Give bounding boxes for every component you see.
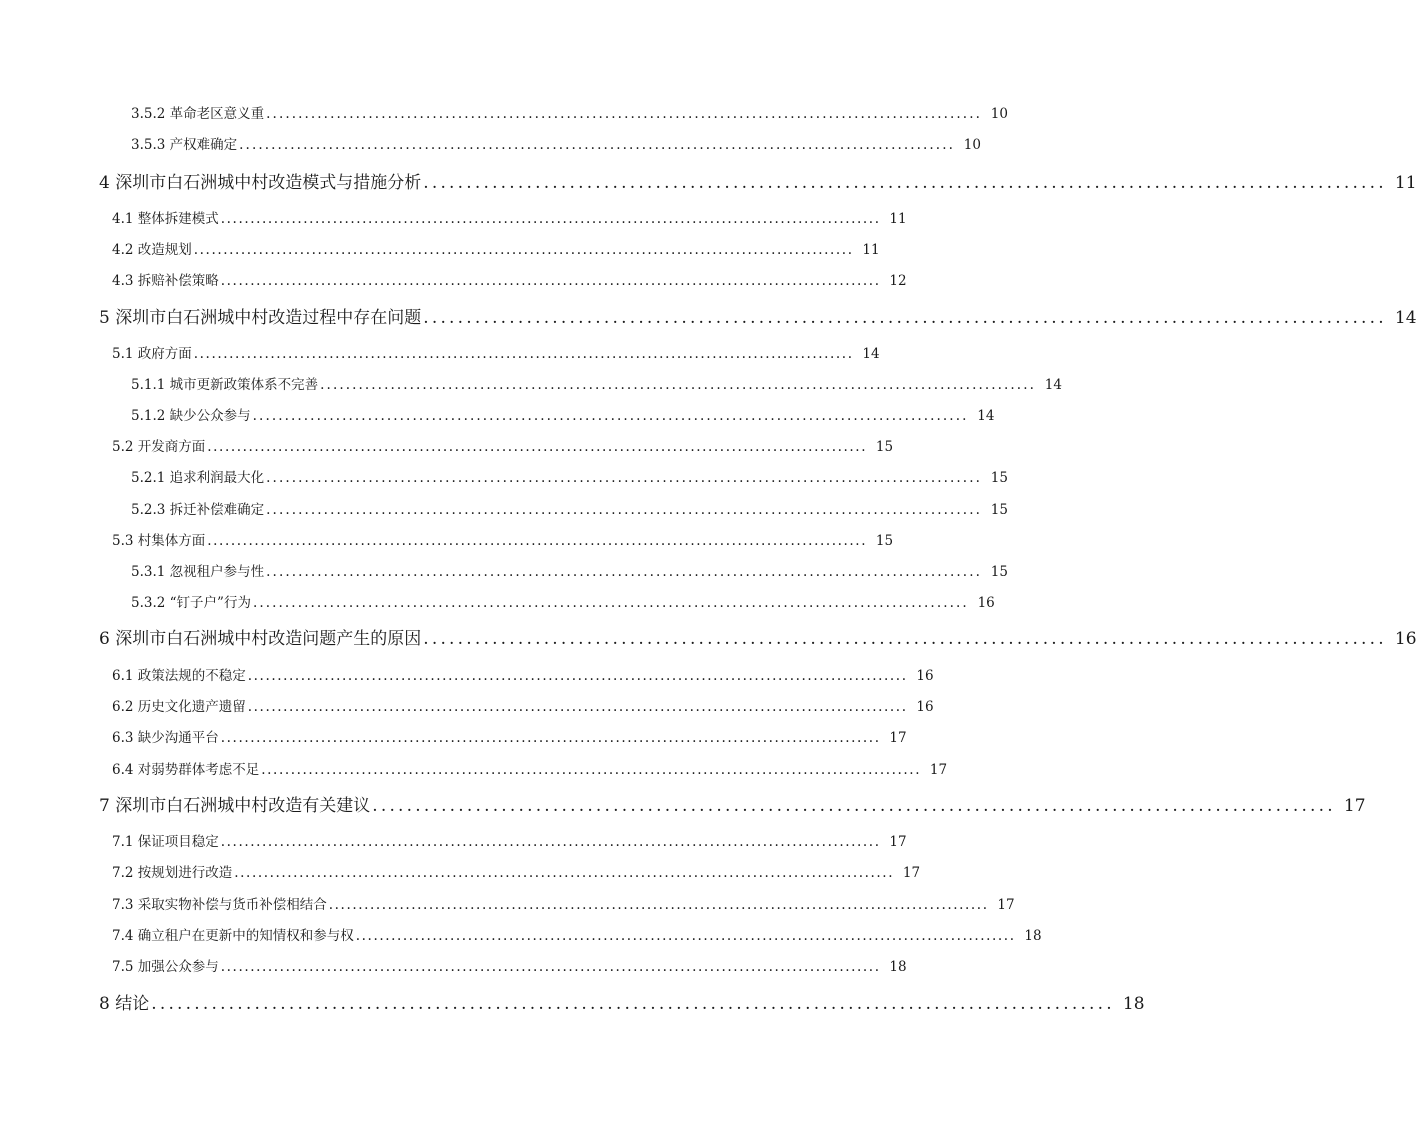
toc-entry-label: 5.1.1 城市更新政策体系不完善: [131, 377, 319, 393]
toc-entry[interactable]: [99, 306, 1417, 330]
toc-entry-page: 17: [889, 730, 907, 746]
toc-entry-page: 14: [1394, 308, 1417, 328]
dot-leader: ................................................................................................................: [266, 502, 982, 518]
toc-entry[interactable]: [99, 627, 1417, 651]
toc-entry[interactable]: [112, 895, 1015, 915]
toc-entry[interactable]: [112, 863, 921, 883]
toc-entry-label: 5.2.1 追求利润最大化: [131, 470, 265, 486]
dot-leader: ................................................................................................................: [266, 564, 982, 580]
toc-entry[interactable]: [131, 468, 1008, 488]
dot-leader: ................................................................................................................: [193, 346, 854, 362]
toc-entry[interactable]: [112, 271, 907, 291]
toc-entry-label: 6 深圳市白石洲城中村改造问题产生的原因: [99, 629, 422, 649]
toc-entry-label: 7.1 保证项目稳定: [112, 834, 219, 850]
dot-leader: ................................................................................................................: [261, 762, 922, 778]
toc-entry-label: 5.3.1 忽视租户参与性: [131, 564, 265, 580]
toc-entry-page: 16: [916, 699, 934, 715]
toc-entry-page: 14: [862, 346, 880, 362]
dot-leader: ................................................................................................................: [423, 173, 1387, 193]
dot-leader: ................................................................................................................: [193, 242, 854, 258]
toc-entry[interactable]: [99, 794, 1366, 818]
dot-leader: ................................................................................................................: [220, 834, 881, 850]
dot-leader: ................................................................................................................: [220, 730, 881, 746]
toc-entry-page: 18: [889, 959, 907, 975]
toc-entry-label: 6.1 政策法规的不稳定: [112, 668, 246, 684]
toc-entry-page: 16: [977, 595, 995, 611]
toc-entry-label: 7.5 加强公众参与: [112, 959, 219, 975]
toc-entry-label: 5.1.2 缺少公众参与: [131, 408, 251, 424]
toc-entry-label: 5.3 村集体方面: [112, 533, 206, 549]
toc-entry-page: 10: [990, 106, 1008, 122]
toc-entry-label: 5.3.2 “钉子户”行为: [131, 595, 251, 611]
toc-entry[interactable]: [112, 926, 1042, 946]
toc-entry-page: 17: [902, 865, 921, 881]
dot-leader: ................................................................................................................: [355, 928, 1016, 944]
toc-entry-page: 17: [997, 897, 1015, 913]
toc-entry-page: 15: [875, 533, 894, 549]
toc-entry-label: 4 深圳市白石洲城中村改造模式与措施分析: [99, 173, 422, 193]
toc-entry-label: 5.2 开发商方面: [112, 439, 206, 455]
toc-entry[interactable]: [112, 209, 907, 229]
dot-leader: ................................................................................................................: [247, 699, 908, 715]
toc-entry-page: 17: [929, 762, 948, 778]
toc-entry-page: 15: [875, 439, 894, 455]
toc-entry[interactable]: [112, 697, 934, 717]
dot-leader: ................................................................................................................: [423, 308, 1387, 328]
toc-entry[interactable]: [131, 406, 995, 426]
dot-leader: ................................................................................................................: [328, 897, 989, 913]
toc-entry-label: 8 结论: [99, 994, 150, 1014]
toc-entry-page: 15: [990, 470, 1008, 486]
toc-entry-page: 12: [889, 273, 907, 289]
toc-entry-page: 15: [990, 502, 1008, 518]
toc-entry-page: 18: [1122, 994, 1145, 1014]
toc-entry[interactable]: [112, 728, 907, 748]
toc-entry-page: 15: [990, 564, 1008, 580]
toc-entry[interactable]: [99, 171, 1417, 195]
toc-entry[interactable]: [112, 531, 894, 551]
toc-entry-page: 14: [977, 408, 995, 424]
toc-entry-label: 3.5.3 产权难确定: [131, 137, 238, 153]
toc-entry-page: 11: [1394, 173, 1417, 193]
dot-leader: ................................................................................................................: [247, 668, 908, 684]
toc-entry-label: 7.3 采取实物补偿与货币补偿相结合: [112, 897, 327, 913]
toc-entry[interactable]: [131, 375, 1062, 395]
toc-entry[interactable]: [131, 135, 981, 155]
dot-leader: ................................................................................................................: [266, 106, 982, 122]
toc-entry-label: 4.1 整体拆建模式: [112, 211, 219, 227]
toc-entry-label: 6.4 对弱势群体考虑不足: [112, 762, 260, 778]
toc-entry-page: 11: [889, 211, 907, 227]
toc-entry-page: 16: [1394, 629, 1417, 649]
toc-entry[interactable]: [112, 666, 934, 686]
toc-entry-page: 17: [889, 834, 907, 850]
toc-entry[interactable]: [112, 760, 948, 780]
dot-leader: ................................................................................................................: [207, 533, 868, 549]
toc-entry[interactable]: [131, 104, 1008, 124]
toc-entry[interactable]: [112, 437, 894, 457]
toc-entry[interactable]: [112, 832, 907, 852]
toc-entry-label: 7.2 按规划进行改造: [112, 865, 233, 881]
toc-entry[interactable]: [131, 500, 1008, 520]
dot-leader: ................................................................................................................: [320, 377, 1036, 393]
toc-entry-label: 4.2 改造规划: [112, 242, 192, 258]
toc-entry[interactable]: [112, 240, 880, 260]
toc-entry-label: 4.3 拆赔补偿策略: [112, 273, 219, 289]
toc-entry[interactable]: [131, 593, 995, 613]
toc-entry-label: 3.5.2 革命老区意义重: [131, 106, 265, 122]
toc-entry-page: 10: [963, 137, 981, 153]
dot-leader: ................................................................................................................: [220, 211, 881, 227]
toc-entry-label: 7.4 确立租户在更新中的知情权和参与权: [112, 928, 354, 944]
toc-entry-label: 7 深圳市白石洲城中村改造有关建议: [99, 796, 371, 816]
toc-entry-label: 5.2.3 拆迁补偿难确定: [131, 502, 265, 518]
dot-leader: ................................................................................................................: [239, 137, 955, 153]
dot-leader: ................................................................................................................: [252, 595, 969, 611]
toc-entry-page: 14: [1044, 377, 1062, 393]
dot-leader: ................................................................................................................: [220, 273, 881, 289]
dot-leader: ................................................................................................................: [151, 994, 1115, 1014]
toc-entry-page: 17: [1343, 796, 1366, 816]
dot-leader: ................................................................................................................: [207, 439, 868, 455]
toc-entry-page: 18: [1024, 928, 1042, 944]
toc-entry[interactable]: [112, 344, 880, 364]
toc-entry[interactable]: [112, 957, 907, 977]
toc-entry-page: 11: [862, 242, 880, 258]
toc-entry[interactable]: [131, 562, 1008, 582]
toc-entry-label: 6.2 历史文化遗产遗留: [112, 699, 246, 715]
toc-entry[interactable]: [99, 992, 1145, 1016]
toc-entry-label: 5.1 政府方面: [112, 346, 192, 362]
dot-leader: ................................................................................................................: [252, 408, 969, 424]
toc-entry-label: 5 深圳市白石洲城中村改造过程中存在问题: [99, 308, 422, 328]
toc-entry-page: 16: [916, 668, 934, 684]
dot-leader: ................................................................................................................: [234, 865, 895, 881]
dot-leader: ................................................................................................................: [266, 470, 982, 486]
toc-entry-label: 6.3 缺少沟通平台: [112, 730, 219, 746]
dot-leader: ................................................................................................................: [372, 796, 1336, 816]
dot-leader: ................................................................................................................: [423, 629, 1387, 649]
dot-leader: ................................................................................................................: [220, 959, 881, 975]
